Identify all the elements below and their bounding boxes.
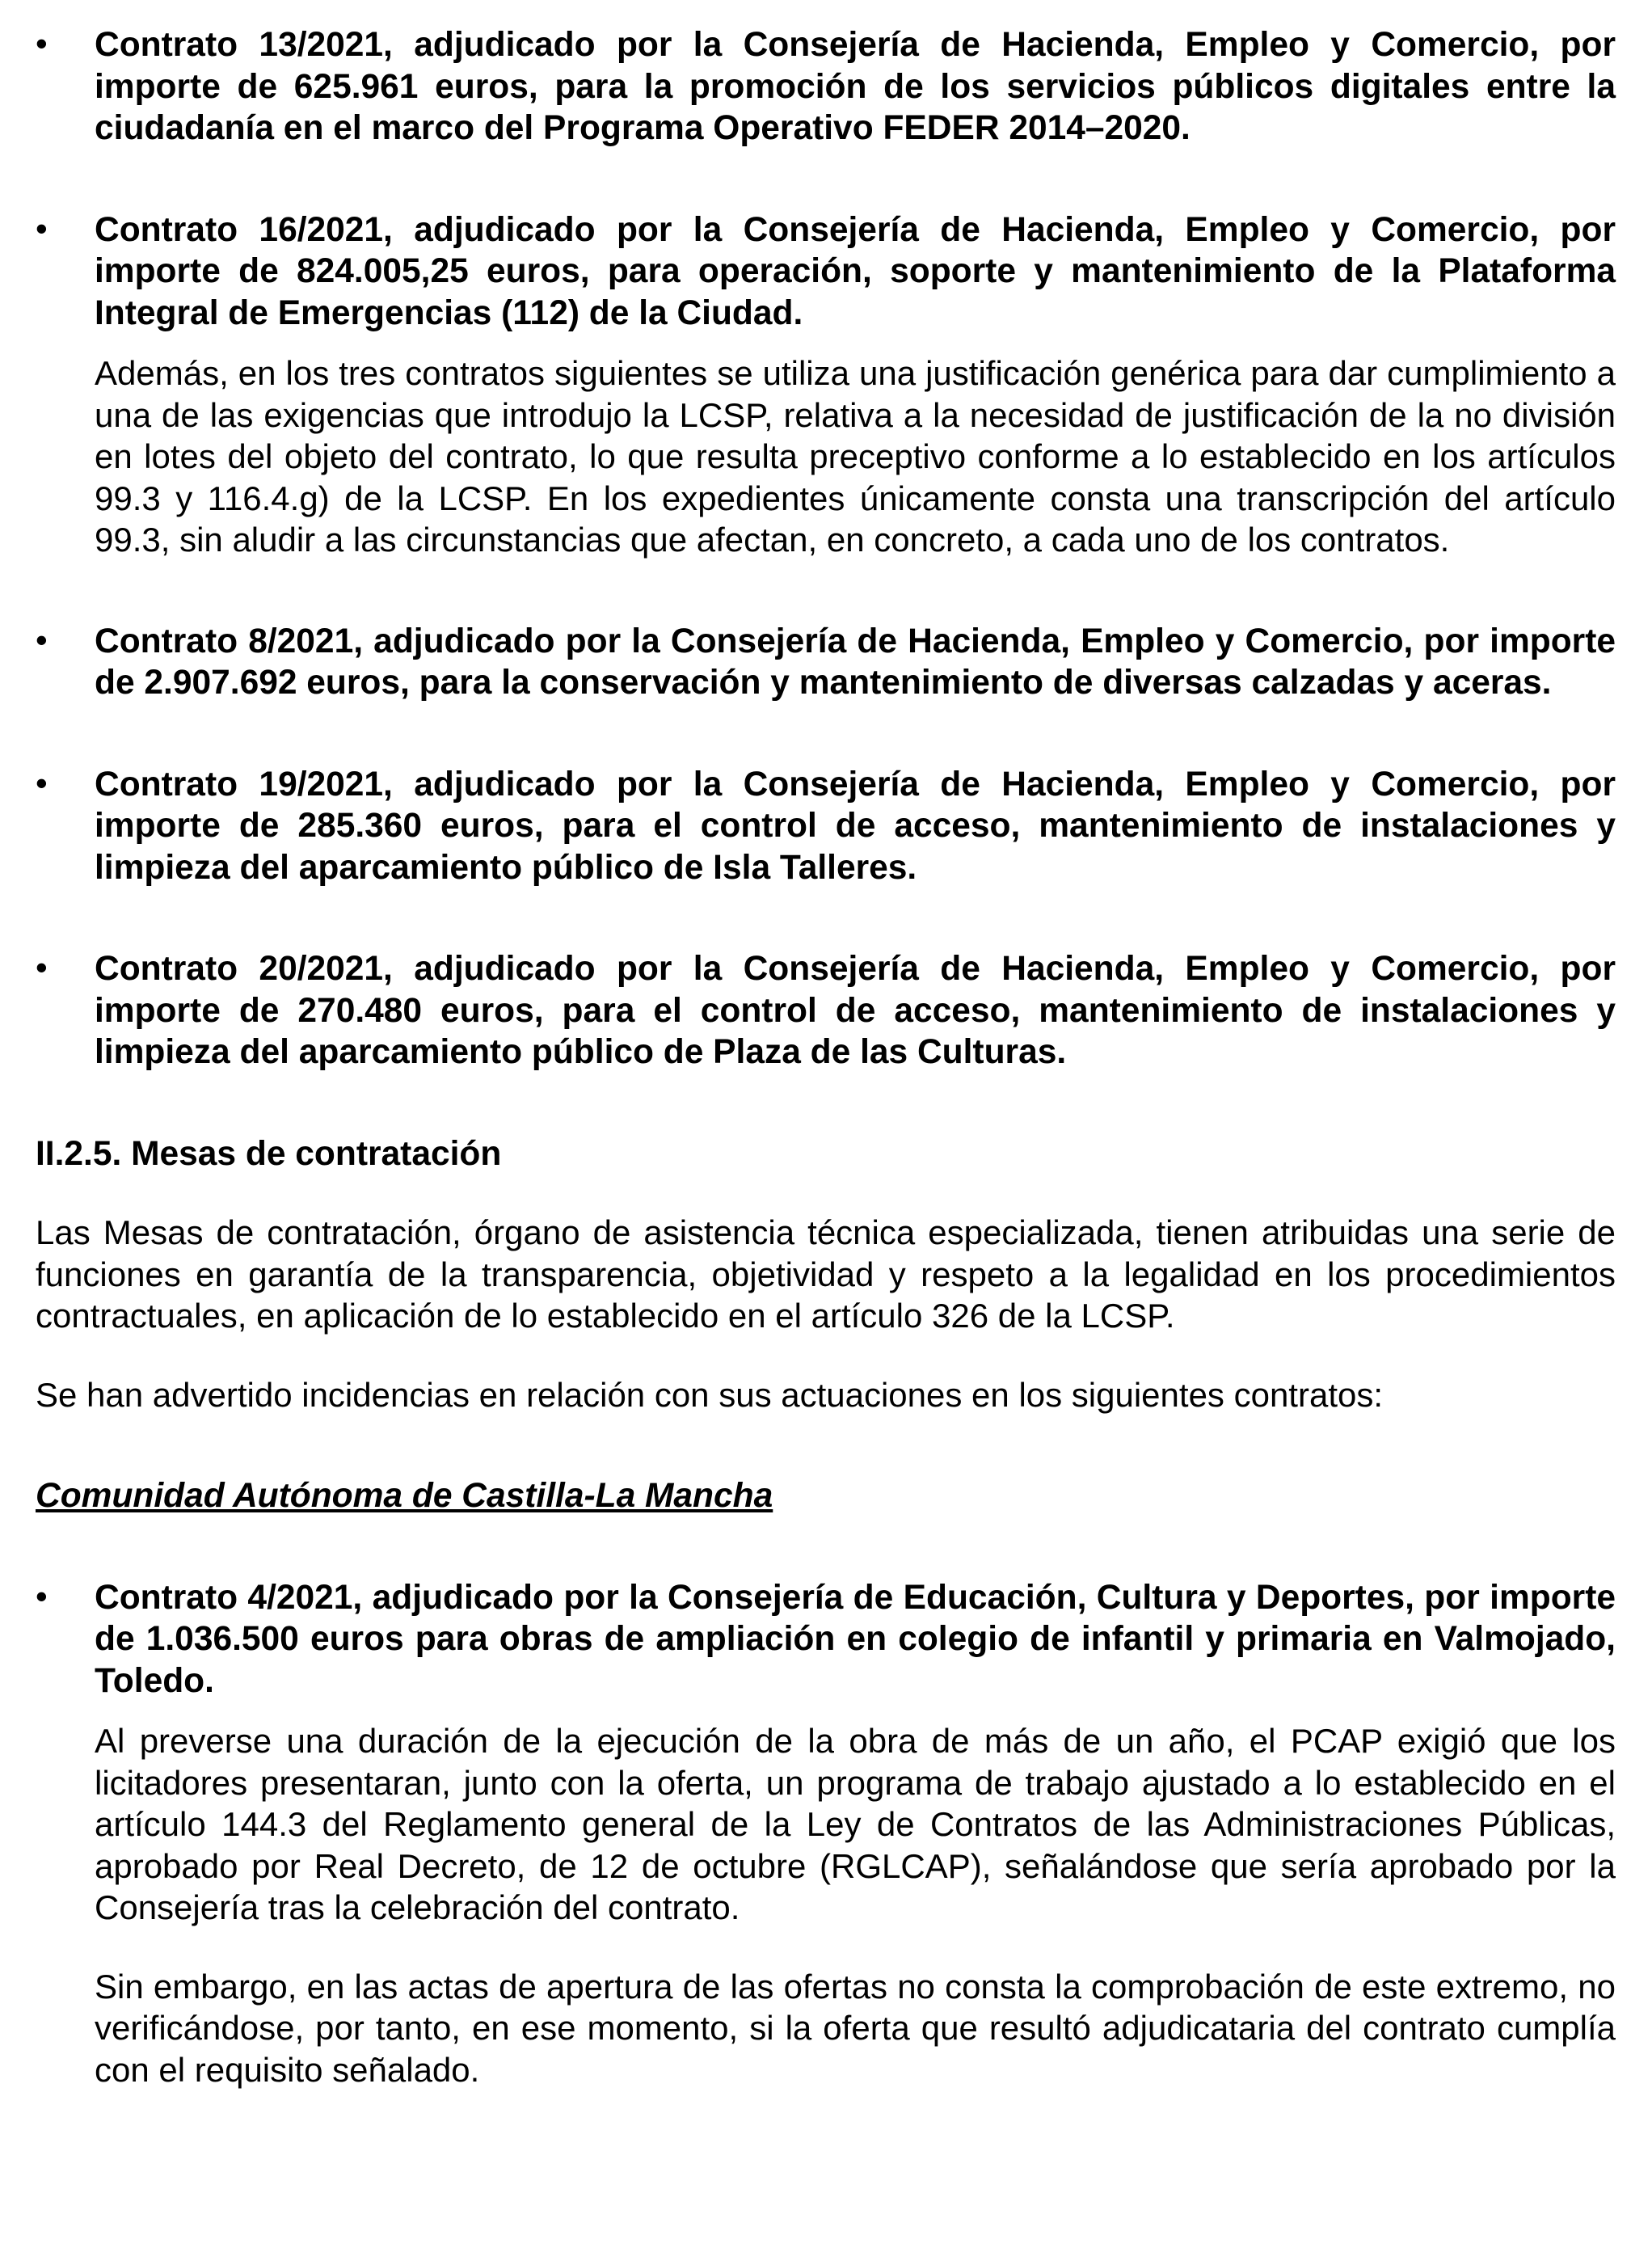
contract-item-8-2021 [36,621,1616,704]
paragraph-no-division-lotes: Además, en los tres contratos siguientes se utiliza una justificación genérica para dar cumplimiento a una de las exigencias que introdujo la LCSP, relativa a la necesidad de justificación de la no división en lotes del objeto del contrato, lo que resulta preceptivo conforme a lo establecido en los artículos 99.3 y 116.4.g) de la LCSP. En los expedientes únicamente consta una transcripción del artículo 99.3, sin aludir a las circunstancias que afectan, en concreto, a cada uno de los contratos. [95,354,1616,559]
contract-item-16-2021 [36,209,1616,335]
bullet-icon: • [36,24,48,62]
contract-title: Contrato 13/2021, adjudicado por la Consejería de Hacienda, Empleo y Comercio, por importe de 625.961 euros, para la promoción de los servicios públicos digitales entre la ciudadanía en el marco del Programa Operativo FEDER 2014–2020. [95,26,1616,147]
paragraph-incidencias: Se han advertido incidencias en relación con sus actuaciones en los siguientes contratos: [36,1375,1384,1414]
paragraph-pcap: Al preverse una duración de la ejecución de la obra de más de un año, el PCAP exigió que los licitadores presentaran, junto con la oferta, un programa de trabajo ajustado a lo establecido en el artículo 144.3 del Reglamento general de la Ley de Contratos de las Administraciones Públicas, aprobado por Real Decreto, de 12 de octubre (RGLCAP), señalándose que sería aprobado por la Consejería tras la celebración del contrato. [95,1722,1616,1926]
bullet-icon: • [36,948,48,986]
contract-title: Contrato 4/2021, adjudicado por la Consejería de Educación, Cultura y Deportes, por importe de 1.036.500 euros para obras de ampliación en colegio de infantil y primaria en Valmojado, Toledo. [95,1578,1616,1700]
bullet-icon: • [36,763,48,802]
document-page [36,24,1616,2090]
contract-item-13-2021 [36,24,1616,150]
contract-title: Contrato 8/2021, adjudicado por la Consejería de Hacienda, Empleo y Comercio, por importe de 2.907.692 euros, para la conservación y mantenimiento de diversas calzadas y aceras. [95,622,1616,702]
bullet-icon: • [36,209,48,247]
section-heading: II.2.5. Mesas de contratación [36,1134,502,1173]
contract-item-4-2021 [36,1577,1616,1702]
contract-title: Contrato 20/2021, adjudicado por la Consejería de Hacienda, Empleo y Comercio, por importe de 270.480 euros, para el control de acceso, mantenimiento de instalaciones y limpieza del aparcamiento público de Plaza de las Culturas. [95,950,1616,1071]
contract-item-19-2021 [36,764,1616,889]
paragraph-mesas: Las Mesas de contratación, órgano de asistencia técnica especializada, tienen atribuidas una serie de funciones en garantía de la transparencia, objetividad y respeto a la legalidad en los procedimientos contractuales, en aplicación de lo establecido en el artículo 326 de la LCSP. [36,1213,1616,1335]
bullet-icon: • [36,1576,48,1615]
paragraph-actas: Sin embargo, en las actas de apertura de las ofertas no consta la comprobación de este extremo, no verificándose, por tanto, en ese momento, si la oferta que resultó adjudicataria del contrato cumplía con el requisito señalado. [95,1967,1616,2089]
region-heading: Comunidad Autónoma de Castilla-La Mancha [36,1477,773,1515]
bullet-icon: • [36,620,48,659]
contract-item-20-2021 [36,948,1616,1073]
contract-title: Contrato 19/2021, adjudicado por la Consejería de Hacienda, Empleo y Comercio, por importe de 285.360 euros, para el control de acceso, mantenimiento de instalaciones y limpieza del aparcamiento público de Isla Talleres. [95,765,1616,887]
contract-title: Contrato 16/2021, adjudicado por la Consejería de Hacienda, Empleo y Comercio, por importe de 824.005,25 euros, para operación, soporte y mantenimiento de la Plataforma Integral de Emergencias (112) de la Ciudad. [95,210,1616,332]
